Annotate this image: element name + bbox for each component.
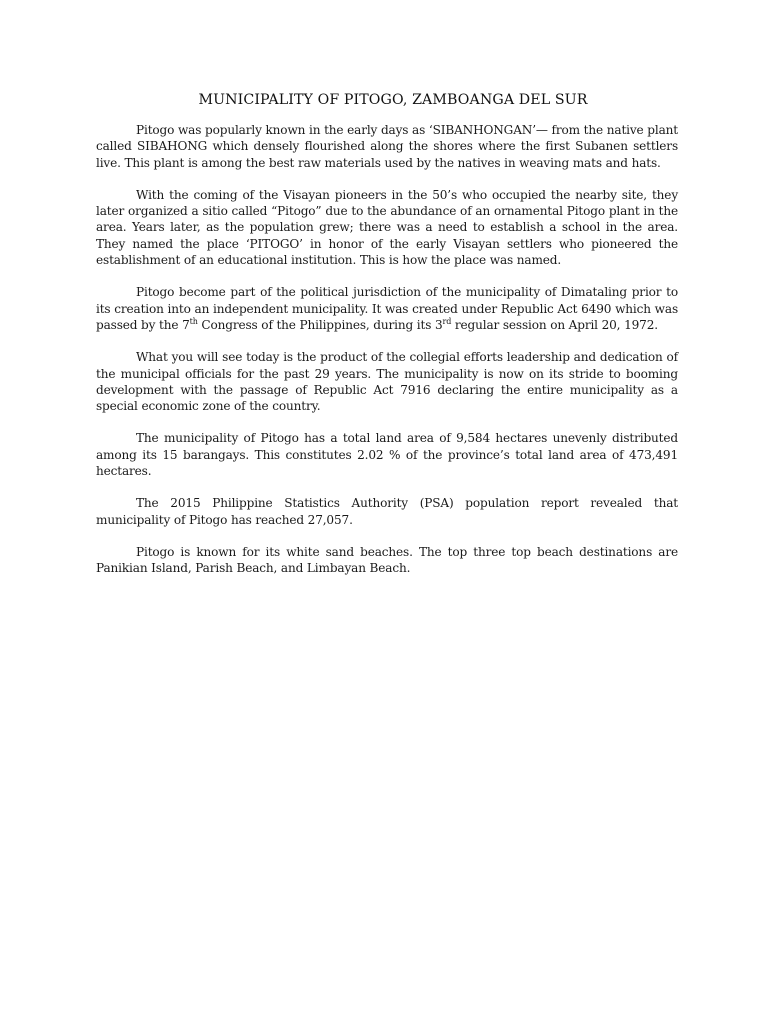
paragraph-beaches: Pitogo is known for its white sand beaches. The top three top beach destinations are Panikian Island, Parish Beach, and Limbayan Beach. xyxy=(96,544,678,576)
paragraph-creation xyxy=(96,284,678,333)
paragraph-naming: With the coming of the Visayan pioneers in the 50’s who occupied the nearby site, they later organized a sitio called “Pitogo” due to the abundance of an ornamental Pitogo plant in the area. Years later, as the population grew; there was a need to establish a school in the area. They named the place ‘PITOGO’ in honor of the early Visayan settlers who pioneered the establishment of an educational institution. This is how the place was named. xyxy=(96,187,678,268)
paragraph-origin: Pitogo was popularly known in the early days as ‘SIBANHONGAN’— from the native plant called SIBAHONG which densely flourished along the shores where the first Subanen settlers live. This plant is among the best raw materials used by the natives in weaving mats and hats. xyxy=(96,123,678,170)
ordinal-suffix-rd: rd xyxy=(442,316,452,326)
paragraph-land-area: The municipality of Pitogo has a total land area of 9,584 hectares unevenly distributed among its 15 barangays. This constitutes 2.02 % of the province’s total land area of 473,491 hectares. xyxy=(96,431,678,479)
document-title: MUNICIPALITY OF PITOGO, ZAMBOANGA DEL SUR xyxy=(198,92,588,108)
creation-text-3: regular session on April 20, 1972. xyxy=(451,317,658,332)
creation-text-2: Congress of the Philippines, during its 3 xyxy=(197,317,443,332)
ordinal-suffix-th: th xyxy=(189,316,198,326)
paragraph-population: The 2015 Philippine Statistics Authority (PSA) population report revealed that municipality of Pitogo has reached 27,057. xyxy=(96,496,678,527)
paragraph-development: What you will see today is the product of the collegial efforts leadership and dedication of the municipal officials for the past 29 years. The municipality is now on its stride to booming development with the passage of Republic Act 7916 declaring the entire municipality as a special economic zone of the country. xyxy=(96,350,678,414)
creation-text-1: Pitogo become part of the political jurisdiction of the municipality of Dimataling prior to its creation into an independent municipality. It was created under Republic Act 6490 which was passed by the 7 xyxy=(96,285,678,332)
